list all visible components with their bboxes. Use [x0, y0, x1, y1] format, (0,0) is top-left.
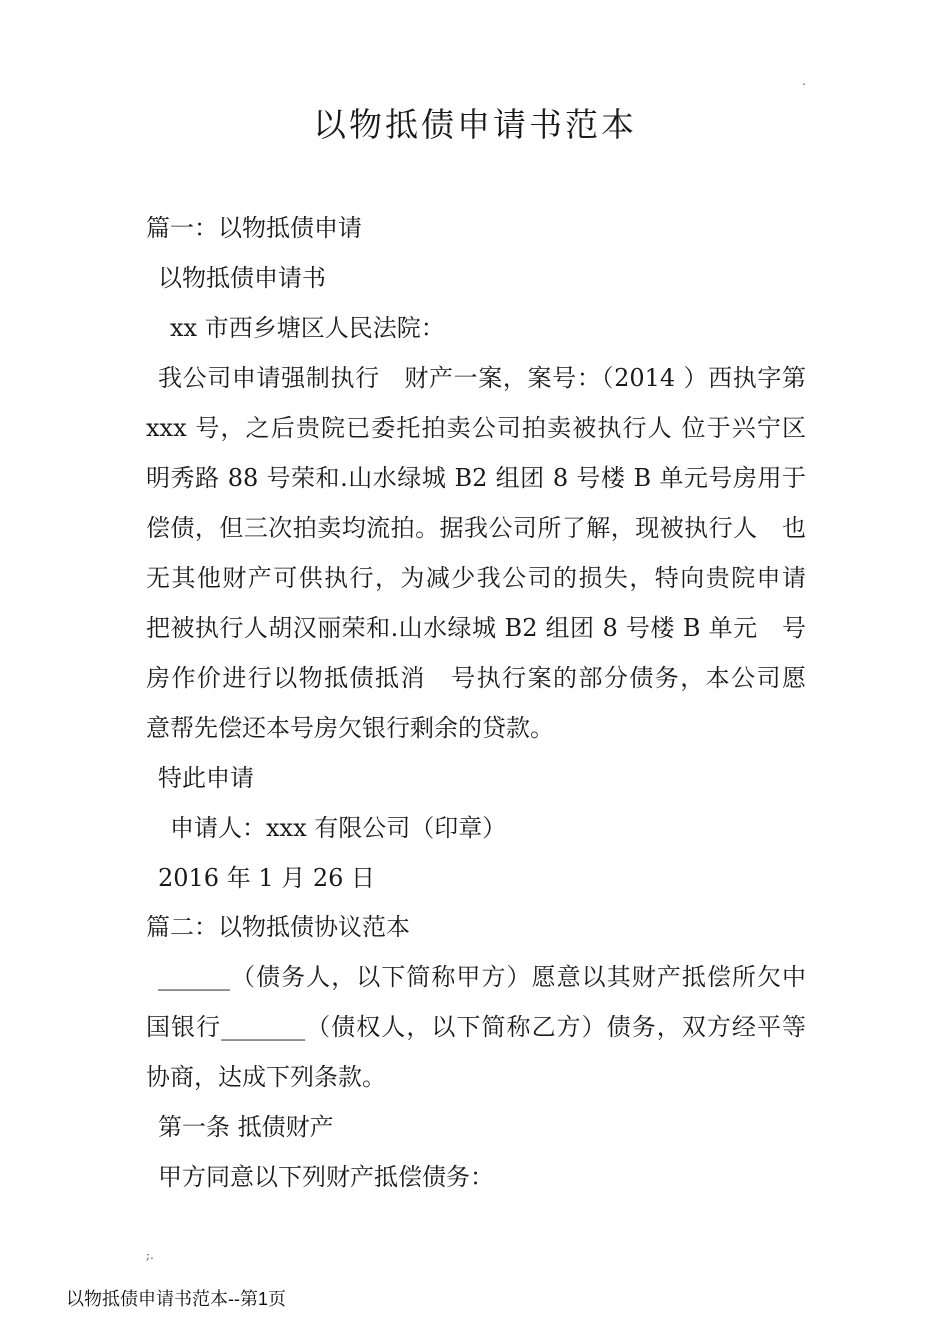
- body-line: 房作价进行以物抵债抵消 号执行案的部分债务，本公司愿: [146, 664, 806, 692]
- page-title: 以物抵债申请书范本: [313, 105, 637, 144]
- page-footer: 以物抵债申请书范本--第1页: [66, 1289, 286, 1309]
- section2-heading: 篇二：以物抵债协议范本: [146, 913, 410, 941]
- addressee: xx 市西乡塘区人民法院：: [170, 314, 445, 342]
- body-line: 明秀路 88 号荣和.山水绿城 B2 组团 8 号楼 B 单元号房用于: [146, 464, 806, 492]
- section1-heading: 篇一：以物抵债申请: [146, 214, 362, 242]
- article1-text: 甲方同意以下列财产抵偿债务：: [158, 1163, 494, 1191]
- document-title: 以物抵债申请书: [158, 264, 326, 292]
- body-line: xxx 号，之后贵院已委托拍卖公司拍卖被执行人 位于兴宁区: [146, 414, 806, 442]
- applicant-signature: 申请人：xxx 有限公司（印章）: [170, 814, 507, 842]
- body-line: 把被执行人胡汉丽荣和.山水绿城 B2 组团 8 号楼 B 单元 号: [146, 614, 806, 642]
- agreement-line: ______（债务人，以下简称甲方）愿意以其财产抵偿所欠中: [158, 963, 806, 991]
- article1-heading: 第一条 抵债财产: [158, 1113, 334, 1141]
- corner-mark: .: [802, 74, 806, 88]
- body-line: 我公司申请强制执行 财产一案，案号：（2014 ）西执字第: [158, 364, 806, 392]
- body-line: 无其他财产可供执行，为减少我公司的损失，特向贵院申请: [146, 564, 806, 592]
- body-line: 意帮先偿还本号房欠银行剩余的贷款。: [146, 714, 554, 742]
- body-line: 偿债，但三次拍卖均流拍。据我公司所了解，现被执行人 也: [146, 514, 806, 542]
- bottom-mark: ;.: [146, 1248, 154, 1262]
- closing-text: 特此申请: [158, 764, 254, 792]
- document-date: 2016 年 1 月 26 日: [158, 864, 376, 892]
- agreement-line: 协商，达成下列条款。: [146, 1063, 386, 1091]
- agreement-line: 国银行_______（债权人，以下简称乙方）债务，双方经平等: [146, 1013, 806, 1041]
